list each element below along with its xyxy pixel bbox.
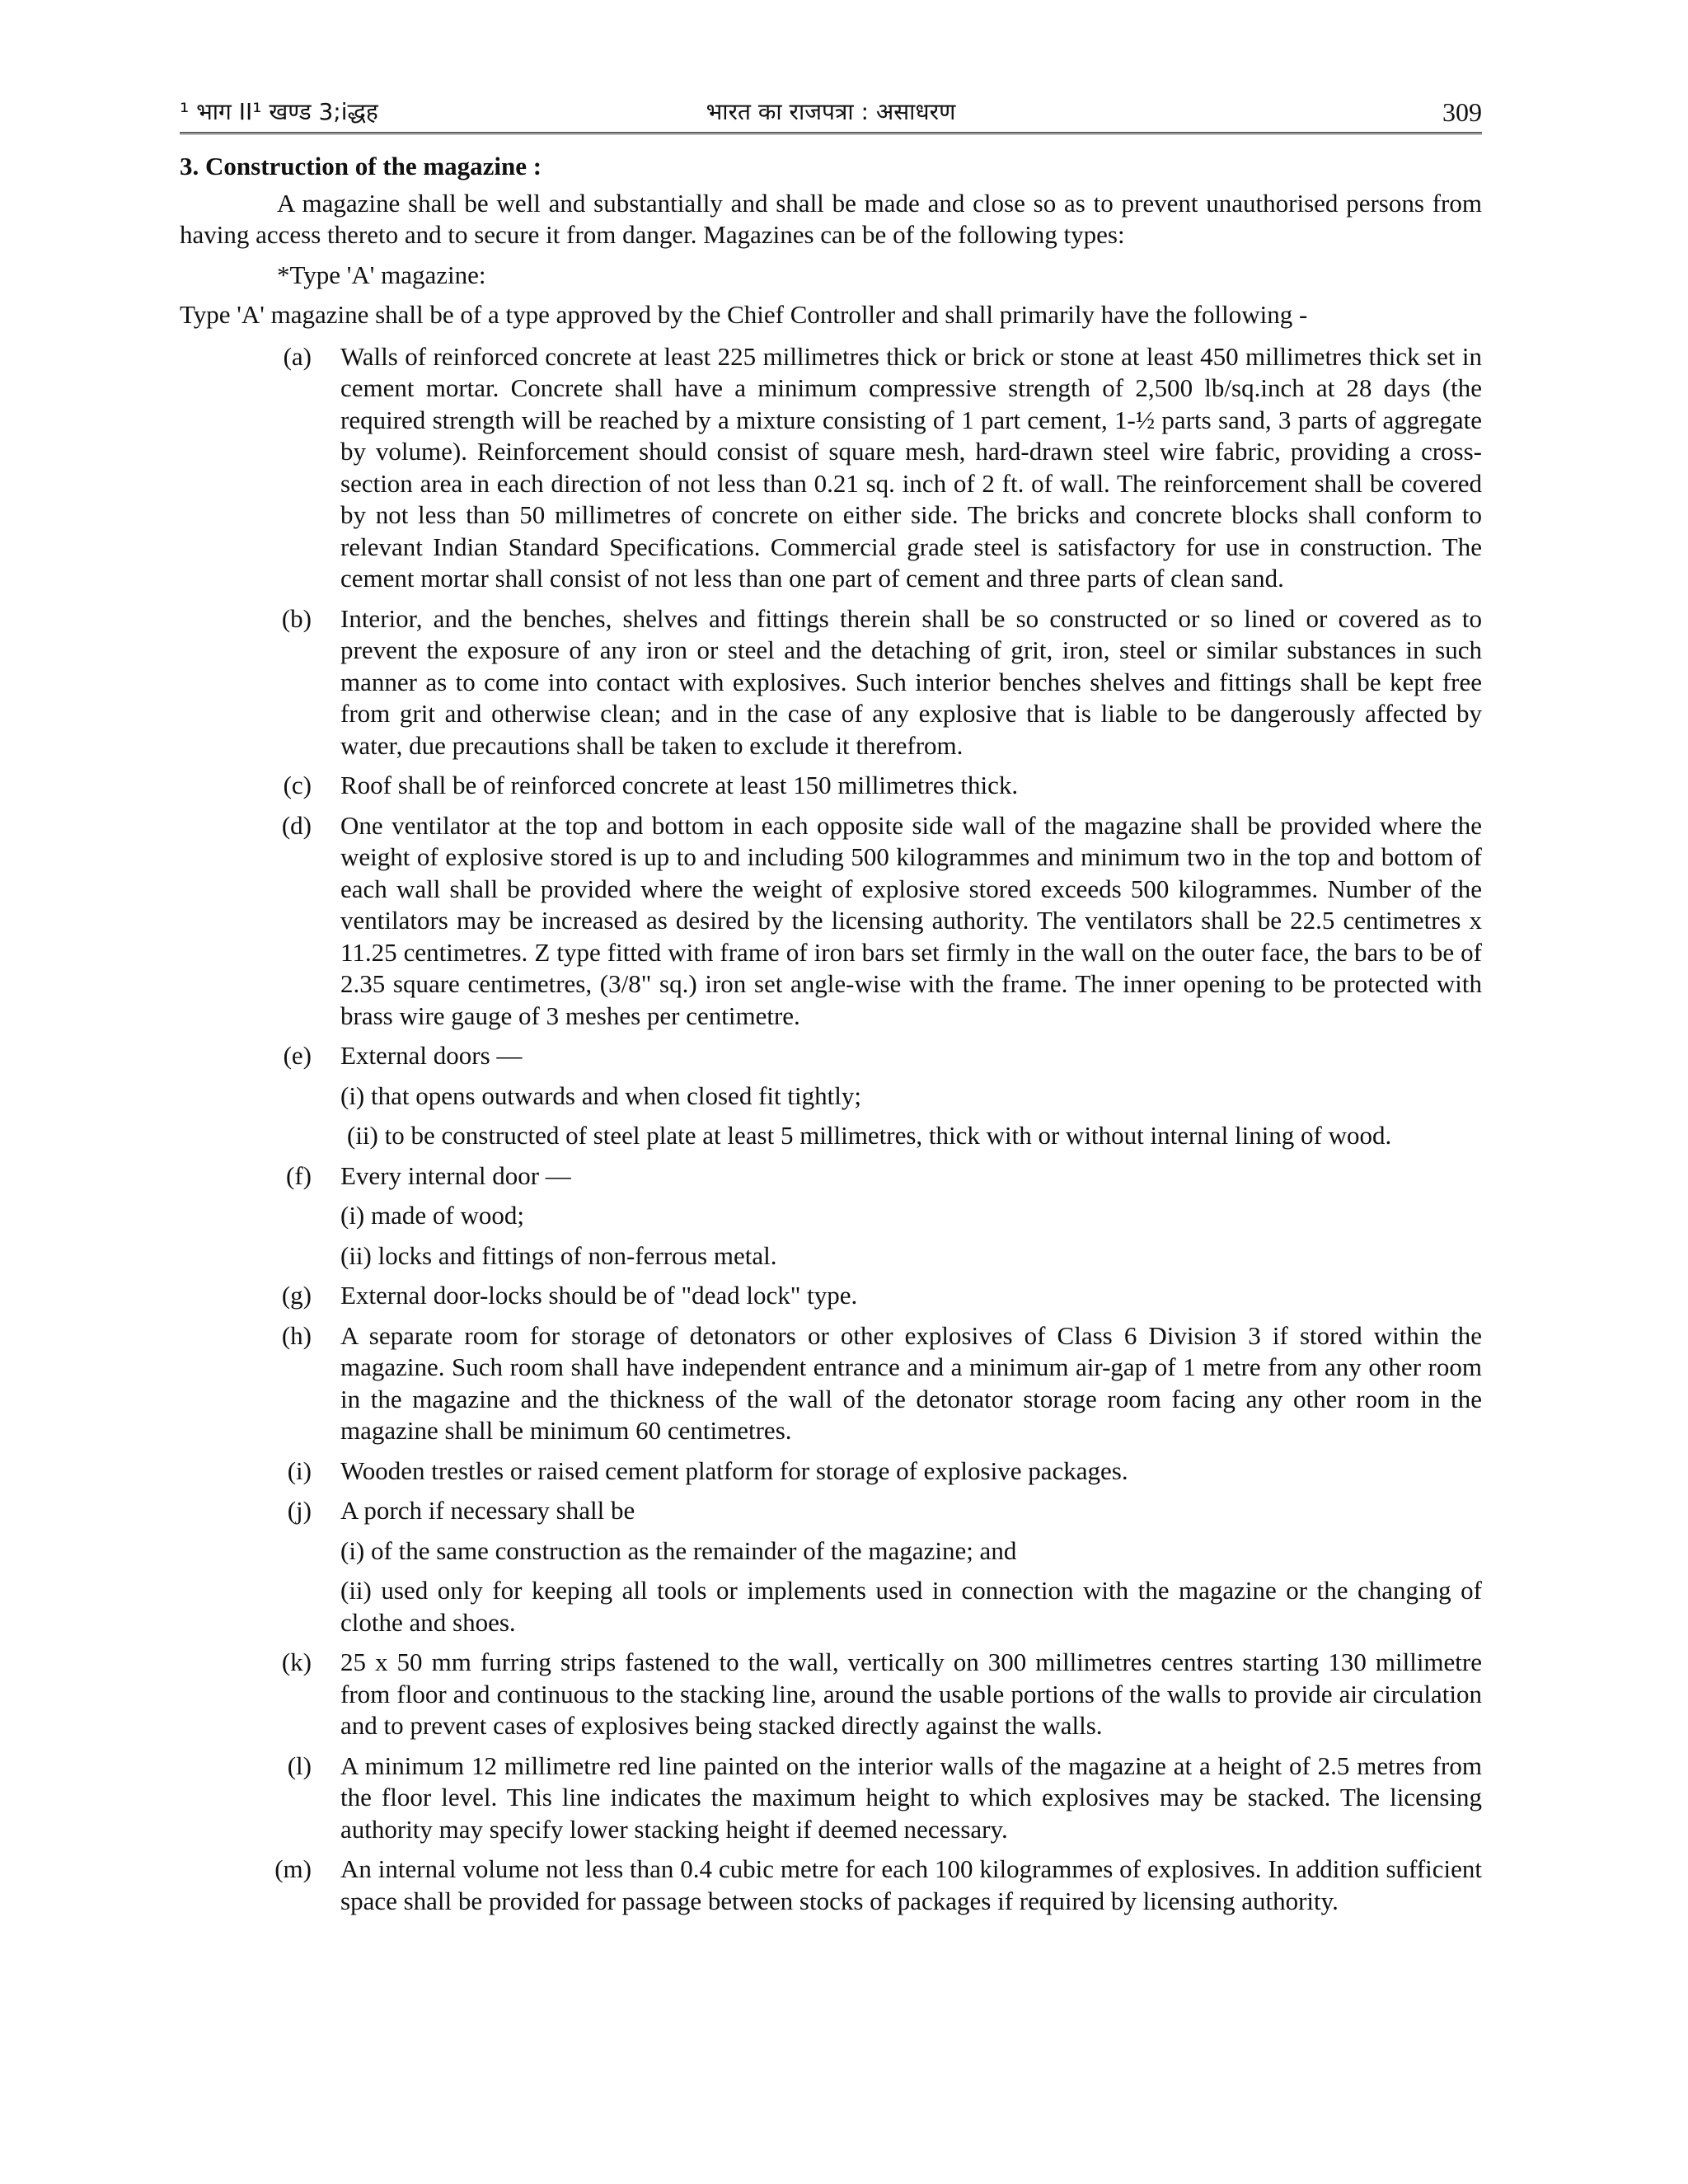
sub-item-e-i: (i) that opens outwards and when closed fit tightly; (340, 1080, 861, 1110)
item-text: One ventilator at the top and bottom in each opposite side wall of the magazine shall be provided where the weight of explosive stored is up to and including 500 kilogrammes and minimum two in the top and bottom of each wall shall be provided where the weight of explosive stored exceeds 500 kilogrammes. Number of the ventilators may be increased as desired by the licensing authority. The ventilators shall be 22.5 centimetres x 11.25 centimetres. Z type fitted with frame of iron bars set firmly in the wall on the outer face, the bars to be of 2.35 square centimetres, (3/8" sq.) iron set angle-wise with the frame. The inner opening to be protected with brass wire gauge of 3 meshes per centimetre. (340, 810, 1482, 1030)
item-text: A minimum 12 millimetre red line painted on the interior walls of the magazine at a height of 2.5 metres from the floor level. This line indicates the maximum height to which explosives may be stacked. The licensing authority may specify lower stacking height if deemed necessary. (340, 1750, 1482, 1844)
item-text: 25 x 50 mm furring strips fastened to the wall, vertically on 300 millimetres centres starting 130 millimetre from floor and continuous to the stacking line, around the usable portions of the walls to provide air circulation and to prevent cases of explosives being stacked directly against the walls. (340, 1647, 1482, 1740)
list-item-c (180, 770, 1482, 802)
sub-item-f-i: (i) made of wood; (340, 1201, 524, 1230)
item-label: (l) (287, 1750, 312, 1780)
sub-item-j-i: (i) of the same construction as the remainder of the magazine; and (340, 1535, 1017, 1565)
item-label: (c) (283, 771, 312, 799)
item-text: Roof shall be of reinforced concrete at least 150 millimetres thick. (340, 771, 1019, 799)
sub-item-e-ii: (ii) to be constructed of steel plate at least 5 millimetres, thick with or without internal lining of wood. (347, 1121, 1392, 1150)
item-text: Wooden trestles or raised cement platform for storage of explosive packages. (340, 1455, 1128, 1485)
item-text: External doors — (340, 1041, 523, 1070)
item-text: A porch if necessary shall be (340, 1496, 635, 1525)
list-item-l (180, 1750, 1482, 1846)
item-label: (f) (286, 1160, 312, 1190)
item-text: Interior, and the benches, shelves and fittings therein shall be so constructed or so lined or covered as to prevent the exposure of any iron or steel and the detaching of grit, iron, steel or similar substances in such manner as to come into contact with explosives. Such interior benches shelves and fittings shall be kept free from grit and otherwise clean; and in the case of any explosive that is liable to be dangerously affected by water, due precautions shall be taken to exclude it therefrom. (340, 603, 1482, 760)
type-description: Type 'A' magazine shall be of a type approved by the Chief Controller and shall primarily have the following - (180, 300, 1308, 329)
list-item-h (180, 1320, 1482, 1447)
item-text: Walls of reinforced concrete at least 225 millimetres thick or brick or stone at least 450 millimetres thick set in cement mortar. Concrete shall have a minimum compressive strength of 2,500 lb/sq.inch at 28 days (the required strength will be reached by a mixture consisting of 1 part cement, 1-½ parts sand, 3 parts of aggregate by volume). Reinforcement should consist of square mesh, hard-drawn steel wire fabric, providing a cross-section area in each direction of not less than 0.21 sq. inch of 2 ft. of wall. The reinforcement shall be covered by not less than 50 millimetres of concrete on either side. The bricks and concrete blocks shall conform to relevant Indian Standard Specifications. Commercial grade steel is satisfactory for use in construction. The cement mortar shall consist of not less than one part of cement and three parts of clean sand. (340, 341, 1482, 593)
item-label: (d) (281, 810, 312, 840)
type-label: *Type 'A' magazine: (277, 260, 486, 289)
item-label: (k) (281, 1647, 312, 1676)
list-item-b (180, 603, 1482, 762)
section-heading: 3. Construction of the magazine : (180, 152, 542, 180)
sub-item-j-ii: (ii) used only for keeping all tools or implements used in connection with the magazine or the changing of clothe and shoes. (340, 1576, 1482, 1637)
page-header (180, 92, 1482, 134)
page-number: 309 (1442, 97, 1482, 127)
item-label: (m) (274, 1854, 312, 1883)
list-item-a (180, 341, 1482, 595)
item-label: (j) (287, 1496, 312, 1525)
item-label: (i) (287, 1455, 312, 1485)
gazette-page (180, 92, 1482, 1925)
list-item-e (180, 1040, 1482, 1072)
item-text: A separate room for storage of detonators or other explosives of Class 6 Division 3 if stored within the magazine. Such room shall have independent entrance and a minimum air-gap of 1 metre from any other room in the magazine and the thickness of the wall of the detonator storage room facing any other room in the magazine shall be minimum 60 centimetres. (340, 1320, 1482, 1445)
list-item-m (180, 1854, 1482, 1917)
sub-item-f-ii: (ii) locks and fittings of non-ferrous metal. (340, 1240, 777, 1270)
section-intro: A magazine shall be well and substantially and shall be made and close so as to prevent unauthorised persons from having access thereto and to secure it from danger. Magazines can be of the following types: (180, 188, 1482, 249)
header-part-label: ¹ भाग II¹ खण्ड 3;iद्धह (180, 98, 378, 125)
item-text: External door-locks should be of "dead lock" type. (340, 1281, 858, 1310)
list-item-i (180, 1455, 1482, 1488)
list-item-j (180, 1495, 1482, 1527)
item-label: (e) (283, 1041, 312, 1070)
list-item-f (180, 1160, 1482, 1193)
list-item-k (180, 1647, 1482, 1742)
item-label: (h) (281, 1320, 312, 1350)
item-label: (g) (281, 1281, 312, 1310)
document-body (180, 151, 1482, 1917)
item-text: Every internal door — (340, 1160, 571, 1190)
item-label: (b) (281, 603, 312, 633)
item-text: An internal volume not less than 0.4 cubic metre for each 100 kilogrammes of explosives. In addition sufficient space shall be provided for passage between stocks of packages if required by licensing authority. (340, 1854, 1482, 1915)
list-item-g (180, 1280, 1482, 1312)
list-item-d (180, 810, 1482, 1033)
item-label: (a) (283, 341, 312, 371)
header-gazette-title: भारत का राजपत्रा : असाधरण (706, 98, 956, 125)
